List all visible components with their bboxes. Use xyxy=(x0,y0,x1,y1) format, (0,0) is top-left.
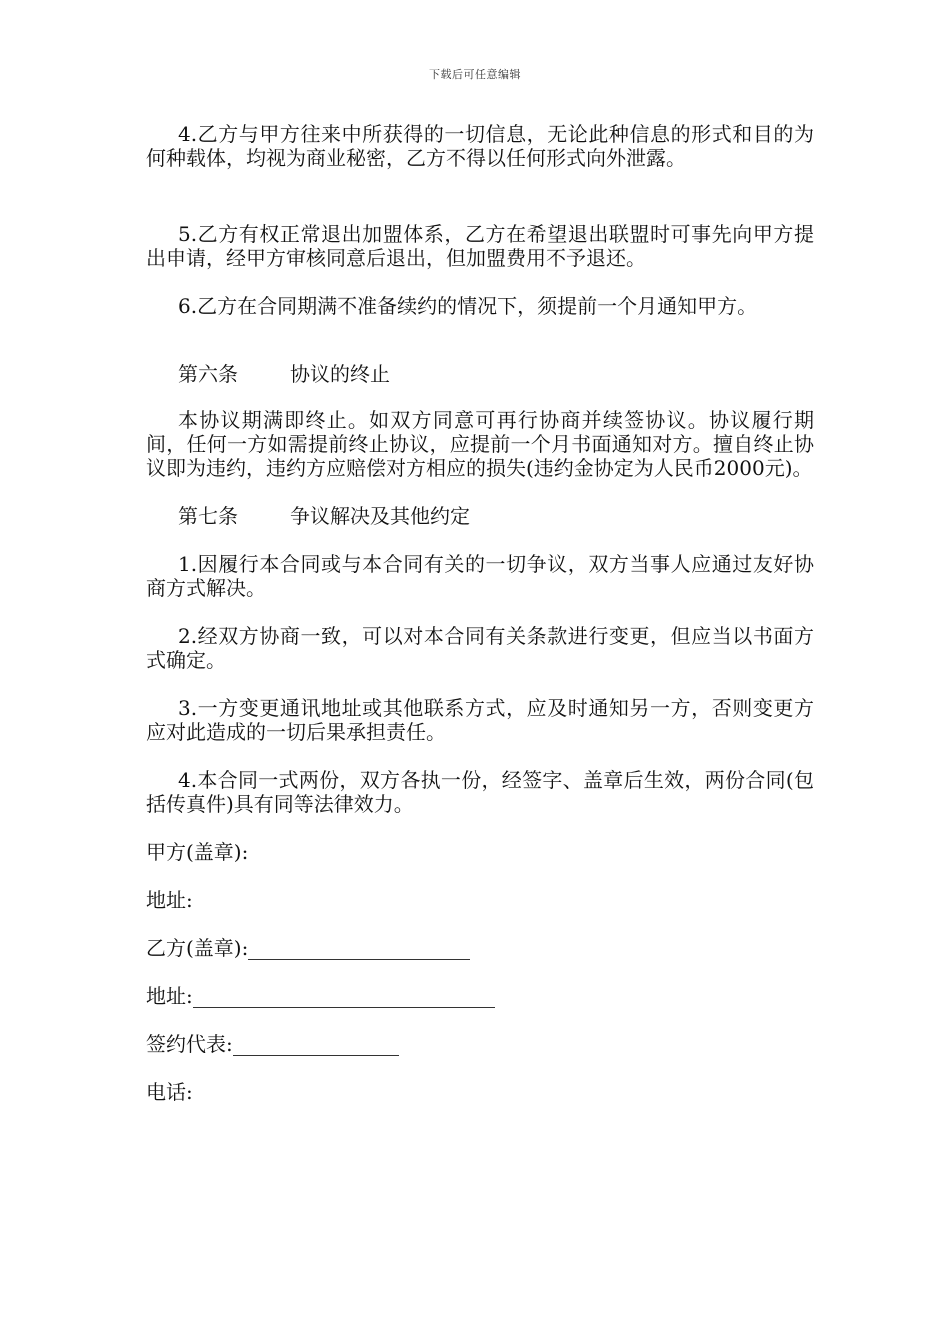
clause-5-6: 6.乙方在合同期满不准备续约的情况下，须提前一个月通知甲方。 xyxy=(178,294,758,318)
party-b-address-label: 地址: xyxy=(146,984,193,1008)
clause-7-1: 1.因履行本合同或与本合同有关的一切争议，双方当事人应通过友好协商方式解决。 xyxy=(146,552,814,600)
representative-line xyxy=(146,1032,814,1056)
representative-blank[interactable] xyxy=(233,1035,399,1056)
party-b-address-blank[interactable] xyxy=(193,987,495,1008)
clause-7-3: 3.一方变更通讯地址或其他联系方式，应及时通知另一方，否则变更方应对此造成的一切后果承担责任。 xyxy=(146,696,814,744)
party-a-address: 地址: xyxy=(146,888,193,912)
party-b-seal-line xyxy=(146,936,814,960)
article-6-heading xyxy=(146,362,814,386)
article-7-title: 争议解决及其他约定 xyxy=(290,504,470,528)
clause-5-5: 5.乙方有权正常退出加盟体系，乙方在希望退出联盟时可事先向甲方提出申请，经甲方审核同意后退出，但加盟费用不予退还。 xyxy=(146,222,814,270)
contract-body xyxy=(146,122,814,1104)
article-6-title: 协议的终止 xyxy=(290,362,390,386)
download-note: 下载后可任意编辑 xyxy=(429,68,521,81)
party-b-seal-label: 乙方(盖章): xyxy=(146,936,249,960)
phone-label: 电话: xyxy=(146,1080,193,1104)
article-6-number: 第六条 xyxy=(178,362,238,386)
clause-7-4: 4.本合同一式两份，双方各执一份，经签字、盖章后生效，两份合同(包括传真件)具有同等法律效力。 xyxy=(146,768,814,816)
article-6-body: 本协议期满即终止。如双方同意可再行协商并续签协议。协议履行期间，任何一方如需提前终止协议，应提前一个月书面通知对方。擅自终止协议即为违约，违约方应赔偿对方相应的损失(违约金协定为人民币2000元)。 xyxy=(146,408,814,480)
party-a-seal: 甲方(盖章): xyxy=(146,840,249,864)
clause-7-2: 2.经双方协商一致，可以对本合同有关条款进行变更，但应当以书面方式确定。 xyxy=(146,624,814,672)
party-b-seal-blank[interactable] xyxy=(248,939,470,960)
representative-label: 签约代表: xyxy=(146,1032,233,1056)
clause-5-4: 4.乙方与甲方往来中所获得的一切信息，无论此种信息的形式和目的为何种载体，均视为商业秘密，乙方不得以任何形式向外泄露。 xyxy=(146,122,814,170)
party-b-address-line xyxy=(146,984,814,1008)
article-7-heading xyxy=(146,504,814,528)
article-7-number: 第七条 xyxy=(178,504,238,528)
